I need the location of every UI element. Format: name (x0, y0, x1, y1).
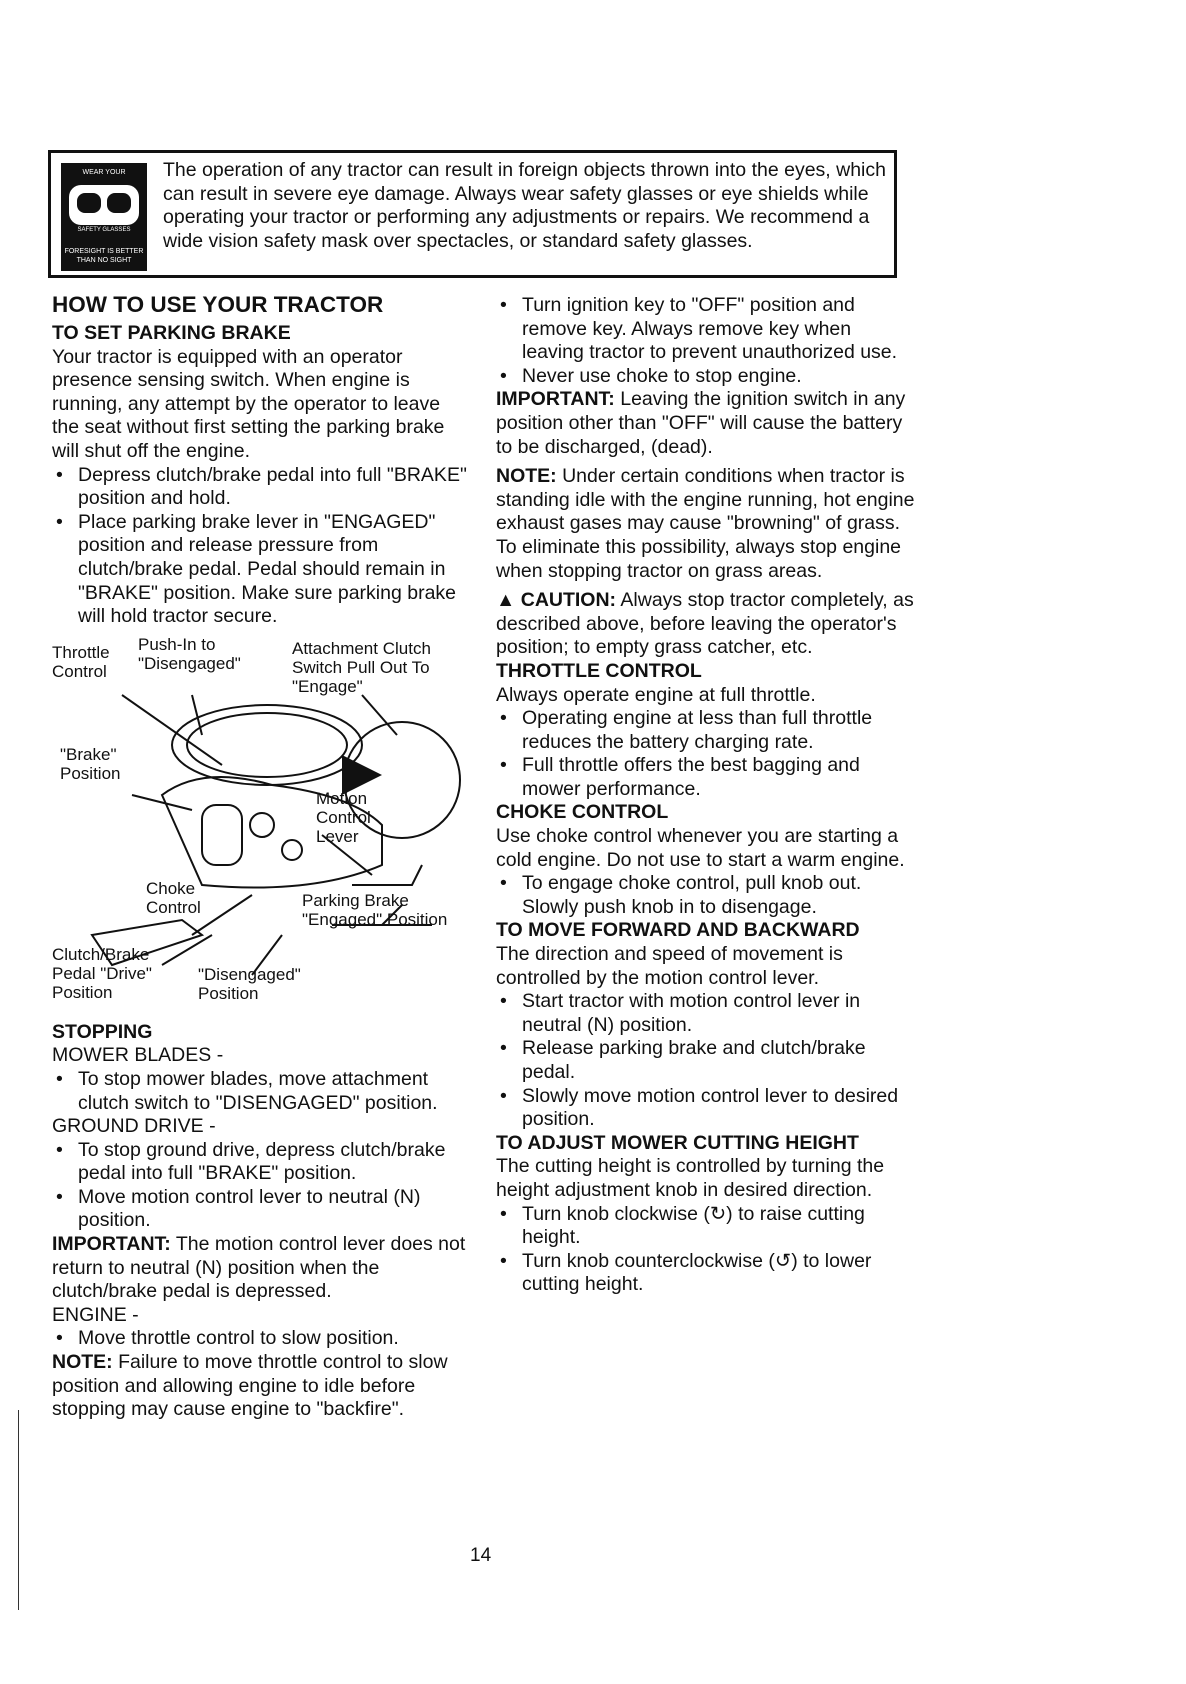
note-text: Under certain conditions when tractor is standing idle with the engine running, hot engine exhaust gases may cause "browning" of grass. To eliminate this possibility, always stop engine when stopping tractor on grass areas. (496, 465, 915, 582)
parking-brake-text: Your tractor is equipped with an operator presence sensing switch. When engine is running, any attempt by the operator to leave the seat without first setting the parking brake will shut off the engine. (52, 345, 445, 462)
throttle-control-label: Throttle Control (52, 642, 110, 681)
backfire-note (52, 1351, 472, 1422)
list-item: • Never use choke to stop engine. (496, 365, 916, 389)
move-heading: TO MOVE FORWARD AND BACKWARD (496, 919, 860, 942)
engine-subheading: ENGINE - (52, 1303, 139, 1326)
list-item: • To stop mower blades, move attachment clutch switch to "DISENGAGED" position. (52, 1068, 472, 1115)
list-item: • Place parking brake lever in "ENGAGED" position and release pressure from clutch/brake pedal. Pedal should remain in "BRAKE" position. Make sure parking brake will hold tractor secure. (52, 511, 472, 629)
list-item: • Depress clutch/brake pedal into full "BRAKE" position and hold. (52, 464, 472, 511)
choke-heading: CHOKE CONTROL (496, 801, 669, 824)
caution-label: CAUTION: (520, 589, 617, 612)
parking-brake-heading: TO SET PARKING BRAKE (52, 322, 291, 344)
list-item: • To engage choke control, pull knob out. Slowly push knob in to disengage. (496, 872, 916, 919)
push-in-label: Push-In to "Disengaged" (138, 634, 241, 673)
list-item: • Move throttle control to slow position. (52, 1327, 472, 1351)
right-column (496, 294, 916, 1297)
cutting-height-heading: TO ADJUST MOWER CUTTING HEIGHT (496, 1131, 859, 1154)
list-item: • Turn knob counterclockwise (↺) to lower cutting height. (496, 1250, 916, 1297)
choke-control-label: Choke Control (146, 878, 201, 917)
list-item: • Full throttle offers the best bagging and mower performance. (496, 754, 916, 801)
cutting-height-text: The cutting height is controlled by turning the height adjustment knob in desired direction. (496, 1155, 885, 1201)
important-label: IMPORTANT: (496, 388, 615, 411)
important-note (496, 388, 916, 459)
parking-brake-label: Parking Brake "Engaged" Position (302, 890, 448, 929)
attachment-clutch-label: Attachment Clutch Switch Pull Out To "Engage" (292, 638, 431, 696)
list-item: • Move motion control lever to neutral (N) position. (52, 1186, 472, 1233)
note-label: NOTE: (52, 1351, 113, 1374)
important-note (52, 1233, 472, 1304)
list-item: • To stop ground drive, depress clutch/brake pedal into full "BRAKE" position. (52, 1139, 472, 1186)
list-item: • Operating engine at less than full throttle reduces the battery charging rate. (496, 707, 916, 754)
icon-bottom-text: FORESIGHT IS BETTER THAN NO SIGHT (64, 248, 144, 264)
ground-drive-subheading: GROUND DRIVE - (52, 1115, 216, 1138)
page-number: 14 (470, 1545, 492, 1566)
icon-label: SAFETY GLASSES (77, 227, 131, 233)
move-text: The direction and speed of movement is controlled by the motion control lever. (496, 943, 843, 989)
icon-top-text: WEAR YOUR (82, 169, 126, 176)
brake-position-label: "Brake" Position (60, 744, 121, 783)
margin-rule (18, 1410, 19, 1610)
tractor-controls-figure (52, 635, 472, 1017)
list-item: • Slowly move motion control lever to desired position. (496, 1085, 916, 1132)
motion-control-label: Motion Control Lever (316, 788, 371, 846)
mower-blades-subheading: MOWER BLADES - (52, 1044, 224, 1067)
caution-icon: ▲ (496, 589, 516, 612)
warning-text: The operation of any tractor can result in foreign objects thrown into the eyes, which can result in severe eye damage. Always wear safety glasses or eye shields while operating your tractor or performing any adjustments or repairs. We recommend a wide vision safety mask over spectacles, or standard safety glasses. (163, 159, 886, 252)
left-column (52, 292, 472, 1422)
safety-glasses-icon (61, 163, 147, 271)
throttle-heading: THROTTLE CONTROL (496, 659, 702, 682)
clutch-brake-label: Clutch/Brake Pedal "Drive" Position (52, 944, 152, 1002)
list-item: • Turn knob clockwise (↻) to raise cutting height. (496, 1203, 916, 1250)
important-text: The motion control lever does not return to neutral (N) position when the clutch/brake pedal is depressed. (52, 1233, 466, 1303)
throttle-text: Always operate engine at full throttle. (496, 683, 816, 706)
important-text: Leaving the ignition switch in any position other than "OFF" will cause the battery to be discharged, (dead). (496, 388, 906, 458)
important-label: IMPORTANT: (52, 1233, 171, 1256)
caution-text: Always stop tractor completely, as described above, before leaving the operator's position; to empty grass catcher, etc. (496, 589, 914, 659)
list-item: • Turn ignition key to "OFF" position and remove key. Always remove key when leaving tractor to prevent unauthorized use. (496, 294, 916, 365)
note-label: NOTE: (496, 465, 557, 488)
stopping-heading: STOPPING (52, 1020, 153, 1043)
page-title: HOW TO USE YOUR TRACTOR (52, 292, 384, 317)
safety-warning-box (48, 150, 897, 278)
list-item: • Release parking brake and clutch/brake pedal. (496, 1037, 916, 1084)
choke-text: Use choke control whenever you are starting a cold engine. Do not use to start a warm engine. (496, 825, 905, 871)
disengaged-position-label: "Disengaged" Position (198, 964, 301, 1003)
caution-note (496, 589, 916, 660)
note-text: Failure to move throttle control to slow position and allowing engine to idle before stopping may cause engine to "backfire". (52, 1351, 448, 1421)
browning-note (496, 465, 916, 583)
list-item: • Start tractor with motion control lever in neutral (N) position. (496, 990, 916, 1037)
